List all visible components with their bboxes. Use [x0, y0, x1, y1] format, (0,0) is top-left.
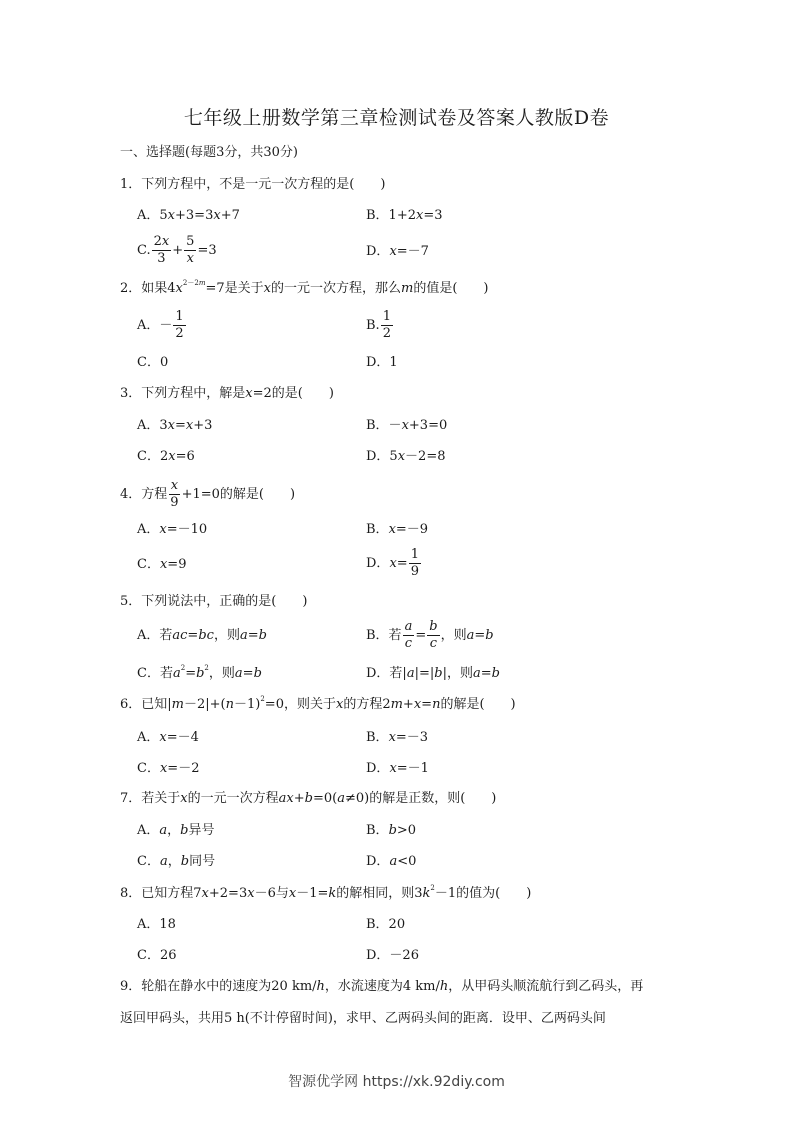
- q6-option-c: C．x=－2: [137, 761, 200, 776]
- q5-option-d: D．若|a|=|b|，则a=b: [366, 666, 500, 681]
- page-footer: [0, 1071, 793, 1091]
- q6-option-d: D．x=－1: [366, 761, 429, 776]
- q5-option-b: B．若 $\frac{a}{c}$ = $\frac{b}{c}$ ，则a=b: [366, 619, 494, 651]
- question-7: 7．若关于x的一元一次方程ax+b=0(a≠0)的解是正数，则( ): [120, 791, 497, 806]
- q2-option-c: C．0: [137, 355, 169, 370]
- q3-option-b: B．－x+3=0: [366, 418, 448, 433]
- question-9-line-2: 返回甲码头，共用5 h(不计停留时间)，求甲、乙两码头间的距离．设甲、乙两码头间: [120, 1011, 606, 1026]
- q2-option-b: B. $\frac{1}{2}$: [366, 309, 391, 341]
- q1-option-c: C. $\frac{2x}{3}$ + $\frac{5}{x}$ =3: [137, 234, 217, 266]
- question-5: 5．下列说法中，正确的是( ): [120, 594, 308, 609]
- q7-option-c: C．a，b同号: [137, 854, 216, 869]
- section-heading: 一、选择题(每题3分，共30分): [120, 145, 298, 160]
- q3-option-a: A．3x=x+3: [137, 418, 213, 433]
- q4-option-a: A．x=－10: [137, 522, 208, 537]
- question-8: 8．已知方程7x+2=3x－6与x－1=k的解相同，则$3k^2-1$的值为( ): [120, 884, 532, 901]
- q1-option-a: A．5x+3=3x+7: [137, 208, 240, 223]
- question-9-line-1: 9．轮船在静水中的速度为20 km/h，水流速度为4 km/h，从甲码头顺流航行到乙码头，再: [120, 979, 644, 994]
- q1-option-b: B．1+2x=3: [366, 208, 443, 223]
- q8-option-a: A．18: [137, 917, 176, 932]
- q8-option-b: B．20: [366, 917, 406, 932]
- q7-option-d: D．a<0: [366, 854, 417, 869]
- q8-option-d: D．－26: [366, 948, 419, 963]
- q3-option-c: C．2x=6: [137, 449, 195, 464]
- q3-option-d: D．5x－2=8: [366, 449, 446, 464]
- question-4: 4．方程 $\frac{x}{9}$ +1=0的解是( ): [120, 478, 296, 510]
- q2-option-d: D．1: [366, 355, 398, 370]
- q7-option-b: B．b>0: [366, 823, 417, 838]
- question-6: 6．已知$|m-2|+(n-1)^2=0$，则关于x的方程2m+x=n的解是( ): [120, 695, 516, 712]
- q5-option-a: A．若ac=bc，则a=b: [137, 628, 267, 643]
- q4-option-d: D．x= $\frac{1}{9}$: [366, 547, 419, 579]
- question-1: 1．下列方程中，不是一元一次方程的是( ): [120, 177, 386, 192]
- question-3: 3．下列方程中，解是x=2的是( ): [120, 386, 334, 401]
- q6-option-a: A．x=－4: [137, 730, 199, 745]
- q5-option-c: C．若$a^2=b^2$，则a=b: [137, 664, 262, 681]
- page-title: 七年级上册数学第三章检测试卷及答案人教版D卷: [183, 107, 610, 129]
- q6-option-b: B．x=－3: [366, 730, 429, 745]
- q7-option-a: A．a，b异号: [137, 823, 215, 838]
- q8-option-c: C．26: [137, 948, 177, 963]
- q2-option-a: A．－ $\frac{1}{2}$: [137, 309, 184, 341]
- q1-option-d: D．x=－7: [366, 244, 429, 259]
- question-2: 2．如果$4x^{2-2m}=7$是关于x的一元一次方程，那么m的值是( ): [120, 279, 489, 296]
- footer-link[interactable]: 智源优学网 https://xk.92diy.com: [288, 1074, 505, 1090]
- q4-option-c: C．x=9: [137, 557, 187, 572]
- q4-option-b: B．x=－9: [366, 522, 429, 537]
